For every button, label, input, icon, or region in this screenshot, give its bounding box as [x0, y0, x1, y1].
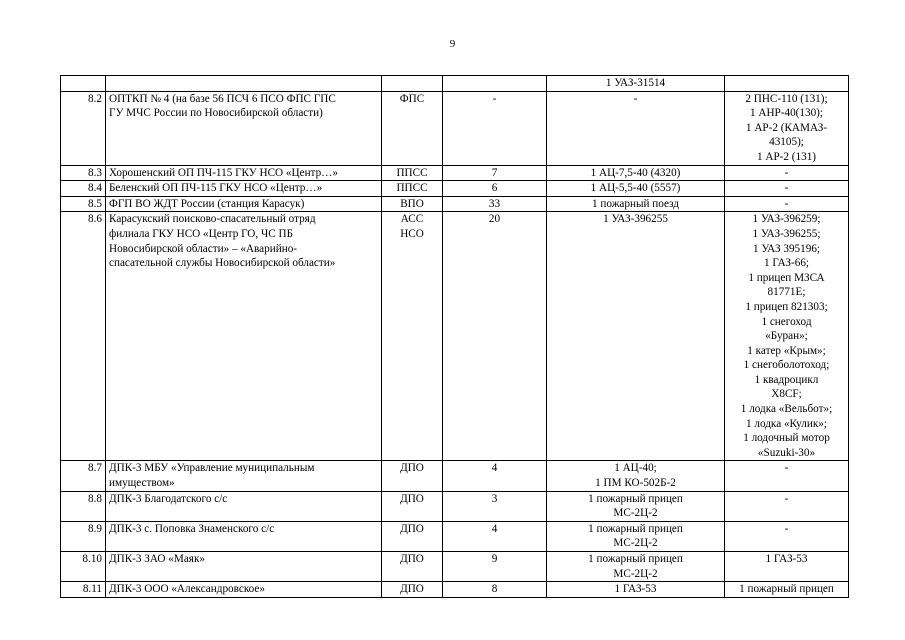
cell-text-line: ДПО	[400, 492, 424, 505]
cell-text-line: 1 АЦ-7,5-40 (4320)	[590, 166, 681, 179]
equipment-cell	[547, 491, 725, 521]
cell-text-line: 1 катер «Крым»;	[747, 344, 826, 357]
row-number-cell	[61, 212, 106, 461]
cell-text-line: -	[784, 522, 789, 535]
cell-text-line: 7	[491, 166, 498, 179]
cell-text-line: 1 снегоболотоход;	[743, 359, 830, 372]
cell-text-line: Беленский ОП ПЧ-115 ГКУ НСО «Центр…»	[109, 182, 323, 195]
table-row	[61, 181, 849, 197]
type-cell	[382, 91, 443, 165]
cell-text-line: -	[492, 92, 497, 105]
row-number-cell	[61, 91, 106, 165]
cell-text-line: 1 АР-2 (131)	[756, 150, 817, 163]
table-row	[61, 91, 849, 165]
equipment-cell	[547, 181, 725, 197]
cell-text-line: 1 УАЗ-396255;	[752, 227, 821, 240]
cell-text-line: филиала ГКУ НСО «Центр ГО, ЧС ПБ	[109, 227, 293, 240]
organization-cell	[106, 552, 382, 582]
additional-equipment-cell	[725, 181, 849, 197]
cell-text-line: МС-2Ц-2	[613, 537, 658, 550]
row-number-cell	[61, 165, 106, 181]
cell-text-line: 1 прицеп 821303;	[745, 300, 828, 313]
count-cell	[443, 461, 547, 491]
table-body	[61, 76, 849, 598]
cell-text-line	[385, 76, 439, 91]
table-row	[61, 461, 849, 491]
cell-text-line: ДПО	[400, 522, 424, 535]
cell-text-line: 20	[488, 213, 501, 226]
cell-text-line: 1 лодочный мотор	[743, 432, 830, 445]
cell-text-line: имуществом»	[109, 477, 175, 490]
additional-equipment-cell	[725, 582, 849, 598]
cell-text-line: спасательной службы Новосибирской области»	[109, 257, 336, 270]
cell-text-line: ГУ МЧС России по Новосибирской области)	[109, 107, 323, 120]
cell-text-line: 1 АЦ-40;	[614, 462, 657, 475]
type-cell	[382, 582, 443, 598]
cell-text-line: 1 пожарный поезд	[592, 197, 679, 210]
cell-text-line: 3	[491, 492, 498, 505]
cell-text-line: 1 УАЗ-31514	[605, 77, 666, 89]
cell-text-line: 1 АНР-40(130);	[749, 107, 824, 120]
cell-text-line: ДПО	[400, 462, 424, 475]
cell-text-line: 9	[491, 553, 498, 565]
cell-text-line: -	[784, 492, 789, 505]
cell-text-line: 1 пожарный прицеп	[588, 522, 683, 535]
count-cell	[443, 491, 547, 521]
cell-text-line: 8.9	[88, 522, 102, 535]
cell-text-line: ФПС	[399, 92, 425, 105]
type-cell	[382, 196, 443, 212]
cell-text-line: 8.6	[88, 213, 102, 226]
cell-text-line: 1 лодка «Вельбот»;	[740, 403, 833, 416]
additional-equipment-cell	[725, 76, 849, 92]
cell-text-line: ППСС	[396, 182, 428, 195]
additional-equipment-cell	[725, 552, 849, 582]
additional-equipment-cell	[725, 491, 849, 521]
cell-text-line: ДПК-3 с. Поповка Знаменского с/с	[109, 522, 275, 535]
page-number: 9	[449, 38, 456, 50]
cell-text-line: 1 снегоход	[761, 315, 812, 328]
additional-equipment-cell	[725, 461, 849, 491]
cell-text-line	[64, 76, 102, 91]
row-number-cell	[61, 552, 106, 582]
cell-text-line: -	[784, 182, 789, 195]
count-cell	[443, 165, 547, 181]
count-cell	[443, 76, 547, 92]
cell-text-line: ДПК-3 Благодатского с/с	[109, 492, 228, 505]
cell-text-line: ВПО	[400, 197, 424, 210]
cell-text-line: 8.7	[88, 462, 102, 475]
cell-text-line: АСС	[400, 213, 424, 226]
cell-text-line: ДПО	[400, 583, 424, 596]
organization-cell	[106, 461, 382, 491]
cell-text-line: ДПК-3 ЗАО «Маяк»	[109, 553, 205, 565]
table-row	[61, 521, 849, 551]
type-cell	[382, 521, 443, 551]
cell-text-line: НСО	[400, 227, 424, 240]
document-table	[60, 75, 849, 598]
type-cell	[382, 552, 443, 582]
equipment-cell	[547, 582, 725, 598]
count-cell	[443, 91, 547, 165]
row-number-cell	[61, 196, 106, 212]
cell-text-line: 8.2	[88, 92, 102, 105]
additional-equipment-cell	[725, 212, 849, 461]
cell-text-line: 1 пожарный прицеп	[739, 583, 834, 596]
cell-text-line: 81771Е;	[767, 286, 806, 299]
table-row	[61, 165, 849, 181]
cell-text-line: 1 пожарный прицеп	[588, 492, 683, 505]
type-cell	[382, 181, 443, 197]
row-number-cell	[61, 521, 106, 551]
additional-equipment-cell	[725, 165, 849, 181]
cell-text-line: 8.4	[88, 182, 102, 195]
cell-text-line: 1 УАЗ-396255	[603, 213, 668, 226]
cell-text-line: -	[784, 166, 789, 179]
cell-text-line: ДПК-3 МБУ «Управление муниципальным	[109, 462, 315, 475]
cell-text-line: 1 ПМ КО-502Б-2	[595, 477, 676, 490]
organization-cell	[106, 165, 382, 181]
equipment-cell	[547, 76, 725, 92]
count-cell	[443, 552, 547, 582]
equipment-cell	[547, 552, 725, 582]
organization-cell	[106, 491, 382, 521]
cell-text-line: МС-2Ц-2	[613, 507, 658, 520]
count-cell	[443, 521, 547, 551]
cell-text-line: Карасукский поисково-спасательный отряд	[109, 213, 316, 226]
cell-text-line	[446, 76, 543, 91]
additional-equipment-cell	[725, 196, 849, 212]
cell-text-line: 1 пожарный прицеп	[588, 553, 683, 565]
table-row	[61, 212, 849, 461]
organization-cell	[106, 521, 382, 551]
cell-text-line	[728, 76, 845, 91]
organization-cell	[106, 181, 382, 197]
cell-text-line: 33	[488, 197, 501, 210]
cell-text-line: ФГП ВО ЖДТ России (станция Карасук)	[109, 197, 305, 210]
cell-text-line: 8	[491, 583, 498, 596]
cell-text-line: 1 прицеп МЗСА	[748, 271, 825, 284]
row-number-cell	[61, 582, 106, 598]
cell-text-line: -	[633, 92, 638, 105]
additional-equipment-cell	[725, 91, 849, 165]
table-row	[61, 196, 849, 212]
row-number-cell	[61, 181, 106, 197]
organization-cell	[106, 582, 382, 598]
equipment-cell	[547, 212, 725, 461]
cell-text-line: -	[784, 197, 789, 210]
cell-text-line: 4	[491, 522, 498, 535]
cell-text-line: Новосибирской области» – «Аварийно-	[109, 242, 298, 255]
table-row	[61, 76, 849, 92]
equipment-cell	[547, 91, 725, 165]
type-cell	[382, 212, 443, 461]
equipment-cell	[547, 461, 725, 491]
cell-text-line: «Suzuki-30»	[757, 446, 816, 459]
cell-text-line: 8.10	[82, 553, 102, 565]
cell-text-line: 1 АЦ-5,5-40 (5557)	[590, 182, 681, 195]
cell-text-line: ППСС	[396, 166, 428, 179]
type-cell	[382, 491, 443, 521]
cell-text-line: -	[784, 462, 789, 475]
count-cell	[443, 212, 547, 461]
cell-text-line: 1 квадроцикл	[754, 373, 819, 386]
type-cell	[382, 461, 443, 491]
cell-text-line: 8.5	[88, 197, 102, 210]
type-cell	[382, 76, 443, 92]
equipment-cell	[547, 165, 725, 181]
cell-text-line: 43105);	[769, 136, 804, 149]
cell-text-line	[109, 76, 378, 91]
organization-cell	[106, 196, 382, 212]
cell-text-line: 1 ГАЗ-53	[614, 583, 657, 596]
cell-text-line: 2 ПНС-110 (131);	[745, 92, 828, 105]
equipment-cell	[547, 196, 725, 212]
cell-text-line: ОПТКП № 4 (на базе 56 ПСЧ 6 ПСО ФПС ГПС	[109, 92, 336, 105]
type-cell	[382, 165, 443, 181]
cell-text-line: 1 ГАЗ-66;	[763, 257, 810, 270]
cell-text-line: МС-2Ц-2	[613, 567, 658, 580]
equipment-cell	[547, 521, 725, 551]
cell-text-line: 1 УАЗ 395196;	[752, 242, 821, 255]
cell-text-line: ДПО	[400, 553, 424, 565]
cell-text-line: 8.3	[88, 166, 102, 179]
count-cell	[443, 196, 547, 212]
cell-text-line: 1 АР-2 (КАМАЗ-	[745, 121, 828, 134]
cell-text-line: 4	[491, 462, 498, 475]
cell-text-line: 6	[491, 182, 498, 195]
cell-text-line: 8.11	[82, 583, 102, 596]
cell-text-line: 1 ГАЗ-53	[765, 553, 808, 565]
cell-text-line: «Буран»;	[765, 330, 808, 343]
row-number-cell	[61, 76, 106, 92]
organization-cell	[106, 91, 382, 165]
row-number-cell	[61, 491, 106, 521]
cell-text-line: 1 лодка «Кулик»;	[746, 417, 827, 430]
table-row	[61, 582, 849, 598]
count-cell	[443, 181, 547, 197]
count-cell	[443, 582, 547, 598]
additional-equipment-cell	[725, 521, 849, 551]
organization-cell	[106, 212, 382, 461]
table-row	[61, 552, 849, 582]
cell-text-line: 1 УАЗ-396259;	[752, 213, 821, 226]
cell-text-line: 8.8	[88, 492, 102, 505]
organization-cell	[106, 76, 382, 92]
table-row	[61, 491, 849, 521]
cell-text-line: Хорошенский ОП ПЧ-115 ГКУ НСО «Центр…»	[109, 166, 338, 179]
cell-text-line: X8CF;	[771, 388, 802, 401]
row-number-cell	[61, 461, 106, 491]
cell-text-line: ДПК-3 ООО «Александровское»	[109, 583, 265, 596]
